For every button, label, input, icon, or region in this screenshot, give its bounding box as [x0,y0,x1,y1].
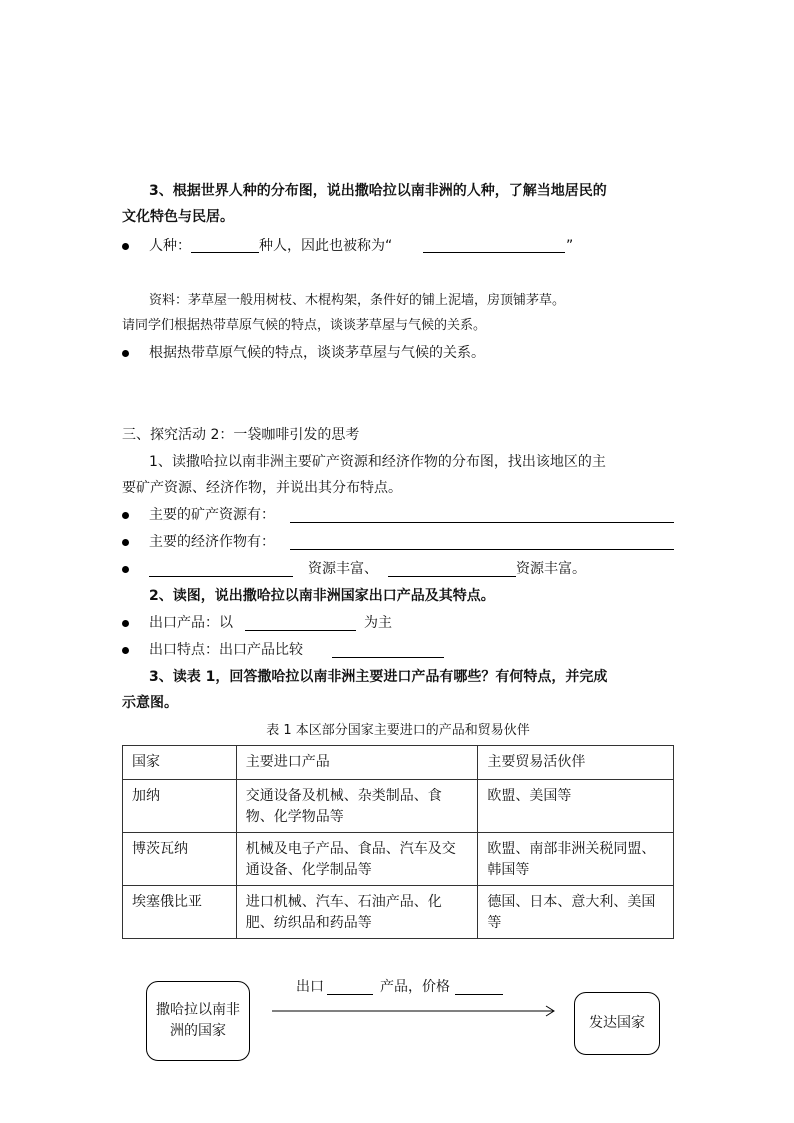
bullet-icon [122,647,129,654]
material-line2: 请同学们根据热带草原气候的特点，谈谈茅草屋与气候的关系。 [122,318,487,333]
minerals-blank[interactable] [290,522,674,523]
race-middle: 种人，因此也被称为“ [259,238,393,254]
material-bullet: 根据热带草原气候的特点，谈谈茅草屋与气候的关系。 [149,345,485,361]
crops-label: 主要的经济作物有： [149,534,275,550]
resource-blank-2[interactable] [388,576,516,577]
table-cell: 博茨瓦纳 [123,833,237,886]
table-cell: 德国、日本、意大利、美国等 [478,886,674,939]
table-cell: 进口机械、汽车、石油产品、化肥、纺织品和药品等 [236,886,478,939]
arrow-label-prefix: 出口 [296,979,324,995]
section3-q3-line2: 示意图。 [122,695,178,711]
developed-countries-box [574,992,660,1055]
export-features: 出口特点：出口产品比较 [149,642,303,658]
africa-countries-box [146,981,250,1061]
material-line1: 资料：茅草屋一般用树枝、木棍构架，条件好的铺上泥墙，房顶铺茅草。 [149,293,566,308]
table-row [123,780,674,833]
section3-title: 三、探究活动 2：一袋咖啡引发的思考 [122,427,360,443]
bullet-icon [122,243,129,250]
rich1-text: 资源丰富、 [308,561,378,577]
export-features-blank[interactable] [332,657,444,658]
race-name-blank[interactable] [423,252,565,253]
table-header-row [123,746,674,780]
race-suffix: ” [566,238,574,254]
table-cell: 机械及电子产品、食品、汽车及交通设备、化学制品等 [236,833,478,886]
table-cell: 加纳 [123,780,237,833]
race-blank[interactable] [191,252,259,253]
section3-q3-line1: 3、读表 1，回答撒哈拉以南非洲主要进口产品有哪些？有何特点，并完成 [149,669,608,685]
bullet-icon [122,539,129,546]
resource-blank-1[interactable] [149,576,293,577]
africa-countries-label: 撒哈拉以南非洲的国家 [156,1002,240,1039]
rich2-text: 资源丰富。 [516,561,586,577]
table-cell: 埃塞俄比亚 [123,886,237,939]
export-products-blank[interactable] [245,630,356,631]
table-row [123,886,674,939]
bullet-icon [122,620,129,627]
bullet-icon [122,512,129,519]
q3-line2: 文化特色与民居。 [122,209,234,225]
bullet-icon [122,350,129,357]
table-header-cell: 主要贸易活伙伴 [478,746,674,780]
section3-q2: 2、读图，说出撒哈拉以南非洲国家出口产品及其特点。 [149,588,495,604]
crops-blank[interactable] [290,549,674,550]
section3-q1-line2: 要矿产资源、经济作物，并说出其分布特点。 [122,480,402,496]
export-products-prefix: 出口产品：以 [149,615,233,631]
arrow-right-icon [272,1003,562,1019]
race-prefix: 人种： [149,238,191,254]
table-cell: 交通设备及机械、杂类制品、食物、化学物品等 [236,780,478,833]
minerals-label: 主要的矿产资源有： [149,507,275,523]
export-type-blank[interactable] [327,994,373,995]
price-blank[interactable] [455,994,503,995]
table-header-cell: 国家 [123,746,237,780]
table-cell: 欧盟、美国等 [478,780,674,833]
export-products-suffix: 为主 [364,615,392,631]
q3-line1: 3、根据世界人种的分布图，说出撒哈拉以南非洲的人种，了解当地居民的 [149,183,607,199]
table-row [123,833,674,886]
table-caption: 表 1 本区部分国家主要进口的产品和贸易伙伴 [266,723,530,738]
arrow-label-middle: 产品，价格 [380,979,450,995]
developed-countries-label: 发达国家 [589,1015,645,1031]
table-header-cell: 主要进口产品 [236,746,478,780]
import-table [122,745,674,939]
section3-q1-line1: 1、读撒哈拉以南非洲主要矿产资源和经济作物的分布图，找出该地区的主 [149,454,606,470]
bullet-icon [122,566,129,573]
table-cell: 欧盟、南部非洲关税同盟、韩国等 [478,833,674,886]
